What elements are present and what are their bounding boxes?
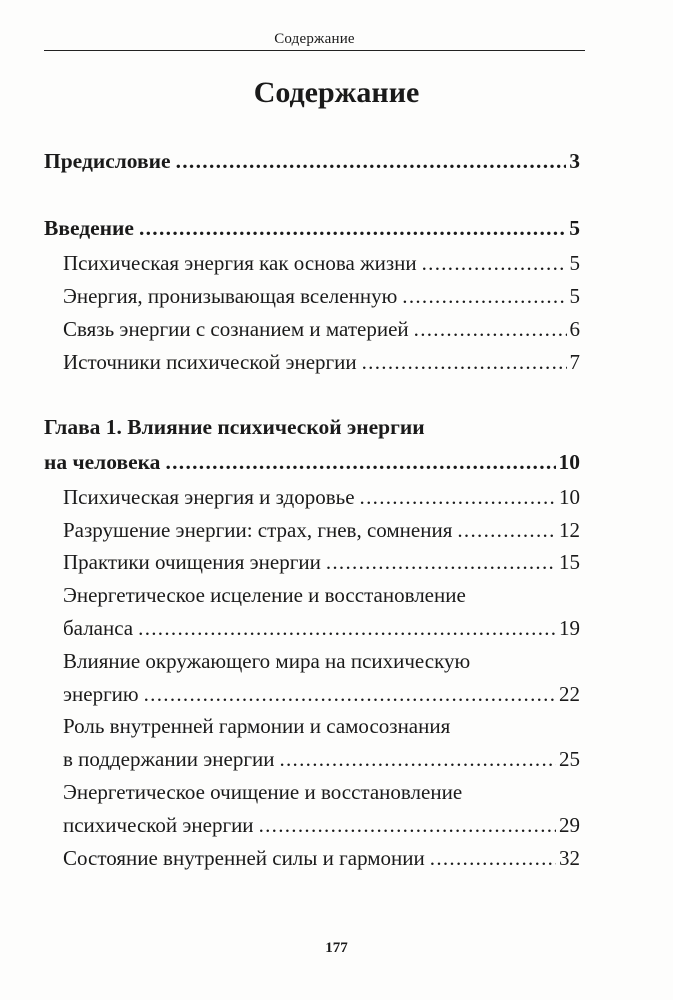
dot-leader bbox=[139, 212, 566, 244]
toc-entry-page: 6 bbox=[569, 317, 580, 341]
toc-entry-ch1-6-title[interactable]: Роль внутренней гармонии и самосознания bbox=[63, 714, 451, 738]
toc-entry-title: Практики очищения энергии bbox=[63, 550, 321, 574]
toc-entry-page: 32 bbox=[559, 846, 580, 870]
toc-entry-intro-2[interactable] bbox=[63, 280, 580, 312]
toc-entry-page: 25 bbox=[559, 747, 580, 771]
dot-leader bbox=[165, 446, 555, 478]
toc-entry-title: Источники психической энергии bbox=[63, 350, 357, 374]
toc-entry-chapter-1[interactable] bbox=[44, 446, 580, 478]
toc-entry-page: 5 bbox=[569, 284, 580, 308]
toc-entry-page: 10 bbox=[559, 485, 580, 509]
dot-leader bbox=[360, 481, 556, 513]
toc-entry-ch1-4[interactable] bbox=[63, 612, 580, 644]
toc-entry-ch1-6[interactable] bbox=[63, 743, 580, 775]
dot-leader bbox=[414, 313, 567, 345]
page-number: 177 bbox=[325, 940, 348, 956]
toc-entry-ch1-3[interactable] bbox=[63, 546, 580, 578]
toc-entry-title: Введение bbox=[44, 216, 134, 240]
toc-entry-title: психической энергии bbox=[63, 813, 254, 837]
toc-entry-ch1-5-title[interactable]: Влияние окружающего мира на психическую bbox=[63, 649, 471, 673]
toc-entry-title: на человека bbox=[44, 450, 161, 474]
toc-entry-page: 7 bbox=[569, 350, 580, 374]
toc-entry-intro-3[interactable] bbox=[63, 313, 580, 345]
dot-leader bbox=[176, 145, 567, 177]
toc-entry-title: Состояние внутренней силы и гармонии bbox=[63, 846, 425, 870]
toc-entry-title: Энергия, пронизывающая вселенную bbox=[63, 284, 398, 308]
toc-entry-page: 22 bbox=[559, 682, 580, 706]
toc-entry-page: 15 bbox=[559, 550, 580, 574]
toc-entry-page: 5 bbox=[569, 216, 580, 240]
toc-entry-chapter-1-title[interactable]: Глава 1. Влияние психической энергии bbox=[44, 415, 425, 439]
toc-entry-intro-1[interactable] bbox=[63, 247, 580, 279]
toc-entry-page: 10 bbox=[558, 450, 580, 474]
dot-leader bbox=[138, 612, 556, 644]
dot-leader bbox=[326, 546, 556, 578]
toc-entry-page: 12 bbox=[559, 518, 580, 542]
toc-entry-intro-4[interactable] bbox=[63, 346, 580, 378]
toc-entry-title: Психическая энергия как основа жизни bbox=[63, 251, 417, 275]
toc-entry-ch1-7[interactable] bbox=[63, 809, 580, 841]
toc-entry-title: в поддержании энергии bbox=[63, 747, 275, 771]
toc-entry-title: Разрушение энергии: страх, гнев, сомнения bbox=[63, 518, 453, 542]
toc-entry-ch1-2[interactable] bbox=[63, 514, 580, 546]
toc-entry-ch1-1[interactable] bbox=[63, 481, 580, 513]
toc-entry-title: Предисловие bbox=[44, 149, 171, 173]
toc-entry-preface[interactable] bbox=[44, 145, 580, 177]
toc-entry-page: 19 bbox=[559, 616, 580, 640]
dot-leader bbox=[362, 346, 567, 378]
toc-entry-title: энергию bbox=[63, 682, 139, 706]
toc-entry-ch1-5[interactable] bbox=[63, 678, 580, 710]
toc-entry-title: баланса bbox=[63, 616, 134, 640]
running-head: Содержание bbox=[274, 31, 355, 47]
dot-leader bbox=[457, 514, 556, 546]
header-rule bbox=[44, 50, 585, 51]
toc-entry-title: Психическая энергия и здоровье bbox=[63, 485, 355, 509]
toc-entry-ch1-8[interactable] bbox=[63, 842, 580, 874]
toc-entry-title: Связь энергии с сознанием и материей bbox=[63, 317, 409, 341]
toc-entry-page: 3 bbox=[569, 149, 580, 173]
toc-entry-ch1-7-title[interactable]: Энергетическое очищение и восстановление bbox=[63, 780, 463, 804]
dot-leader bbox=[259, 809, 556, 841]
toc-entry-page: 5 bbox=[569, 251, 580, 275]
toc-entry-intro[interactable] bbox=[44, 212, 580, 244]
dot-leader bbox=[402, 280, 566, 312]
dot-leader bbox=[144, 678, 556, 710]
toc-entry-page: 29 bbox=[559, 813, 580, 837]
page-title: Содержание bbox=[253, 76, 420, 109]
dot-leader bbox=[279, 743, 556, 775]
dot-leader bbox=[422, 247, 567, 279]
dot-leader bbox=[430, 842, 556, 874]
toc-entry-ch1-4-title[interactable]: Энергетическое исцеление и восстановление bbox=[63, 583, 466, 607]
